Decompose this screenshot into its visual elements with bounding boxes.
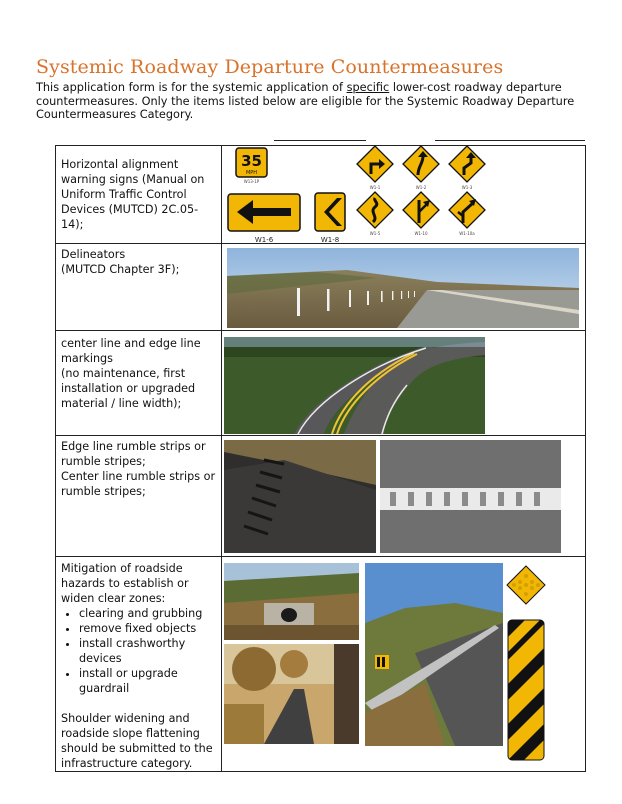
w1-5-caption: W1-5 bbox=[369, 231, 381, 236]
row-label-roadside-hazards bbox=[61, 561, 219, 771]
page-title: Systemic Roadway Departure Countermeasures bbox=[36, 56, 504, 78]
delineator-posts-photo bbox=[227, 248, 579, 328]
speed-plaque-number: 35 bbox=[241, 152, 262, 170]
tree-lined-road-photo bbox=[224, 644, 359, 744]
speed-plaque-caption: W13-1P bbox=[243, 179, 260, 184]
intro-emphasis: specific bbox=[346, 81, 390, 94]
row-label-rumble-strips: Edge line rumble strips or rumble stripes; Center line rumble strips or rumble stripes; bbox=[61, 440, 216, 498]
hazards-bullet-list bbox=[61, 606, 219, 696]
w1-1-caption: W1-1 bbox=[369, 185, 381, 190]
hazards-outro: Shoulder widening and roadside slope flattening should be submitted to the infrastructure category. bbox=[61, 712, 213, 770]
w1-10a-caption: W1-10a bbox=[459, 231, 475, 236]
warning-signs-illustration bbox=[223, 146, 583, 242]
center-rumble-stripe-photo bbox=[380, 440, 561, 553]
row-label-warning-signs: Horizontal alignment warning signs (Manual on Uniform Traffic Control Devices (MUTCD) 2C.05-14); bbox=[61, 158, 205, 231]
intro-prefix: This application form is for the systemic application of bbox=[36, 81, 347, 94]
table-border-left bbox=[55, 145, 56, 772]
diamond-sign-w1-3 bbox=[449, 146, 485, 190]
intro-paragraph bbox=[36, 81, 576, 122]
table-row-line bbox=[55, 243, 586, 244]
edge-rumble-strip-photo bbox=[224, 440, 376, 553]
table-border-right bbox=[585, 145, 586, 772]
curved-road-photo bbox=[224, 337, 485, 434]
list-item: • remove fixed objects bbox=[79, 621, 219, 636]
table-row-line bbox=[55, 435, 586, 436]
culvert-photo bbox=[224, 563, 359, 640]
hazards-intro: Mitigation of roadside hazards to establish or widen clear zones: bbox=[61, 562, 189, 605]
chevron-sign bbox=[315, 193, 345, 242]
intro-suffix: lower-cost roadway departure countermeasures. Only the items listed below are eligible for the Systemic Roadway Departure Countermeasures Category. bbox=[36, 81, 575, 121]
guardrail-photo bbox=[365, 563, 503, 746]
diamond-sign-w1-5 bbox=[357, 192, 393, 236]
list-item: • install or upgrade guardrail bbox=[79, 666, 219, 696]
hazard-markers-illustration bbox=[505, 564, 547, 764]
diamond-sign-w1-1 bbox=[357, 146, 393, 190]
row-label-line-markings: center line and edge line markings (no maintenance, first installation or upgraded material / line width); bbox=[61, 337, 201, 410]
w1-3-caption: W1-3 bbox=[461, 185, 473, 190]
table-row-line bbox=[55, 771, 586, 772]
table-column-divider bbox=[221, 145, 222, 772]
table-row-line bbox=[55, 330, 586, 331]
w1-8-caption: W1-8 bbox=[320, 236, 340, 242]
row-label-delineators: Delineators (MUTCD Chapter 3F); bbox=[61, 248, 180, 276]
diamond-sign-w1-10a bbox=[449, 192, 485, 236]
w1-2-caption: W1-2 bbox=[415, 185, 427, 190]
speed-plaque-unit: MPH bbox=[245, 170, 258, 176]
diamond-sign-w1-10 bbox=[403, 192, 439, 236]
w1-10-caption: W1-10 bbox=[414, 231, 428, 236]
list-item: • install crashworthy devices bbox=[79, 636, 219, 666]
diamond-sign-w1-2 bbox=[403, 146, 439, 190]
w1-6-caption: W1-6 bbox=[254, 236, 274, 242]
list-item: • clearing and grubbing bbox=[79, 606, 219, 621]
countermeasures-table bbox=[55, 140, 586, 772]
large-arrow-sign bbox=[228, 194, 300, 242]
speed-advisory-plaque bbox=[236, 148, 267, 184]
table-row-line bbox=[55, 556, 586, 557]
